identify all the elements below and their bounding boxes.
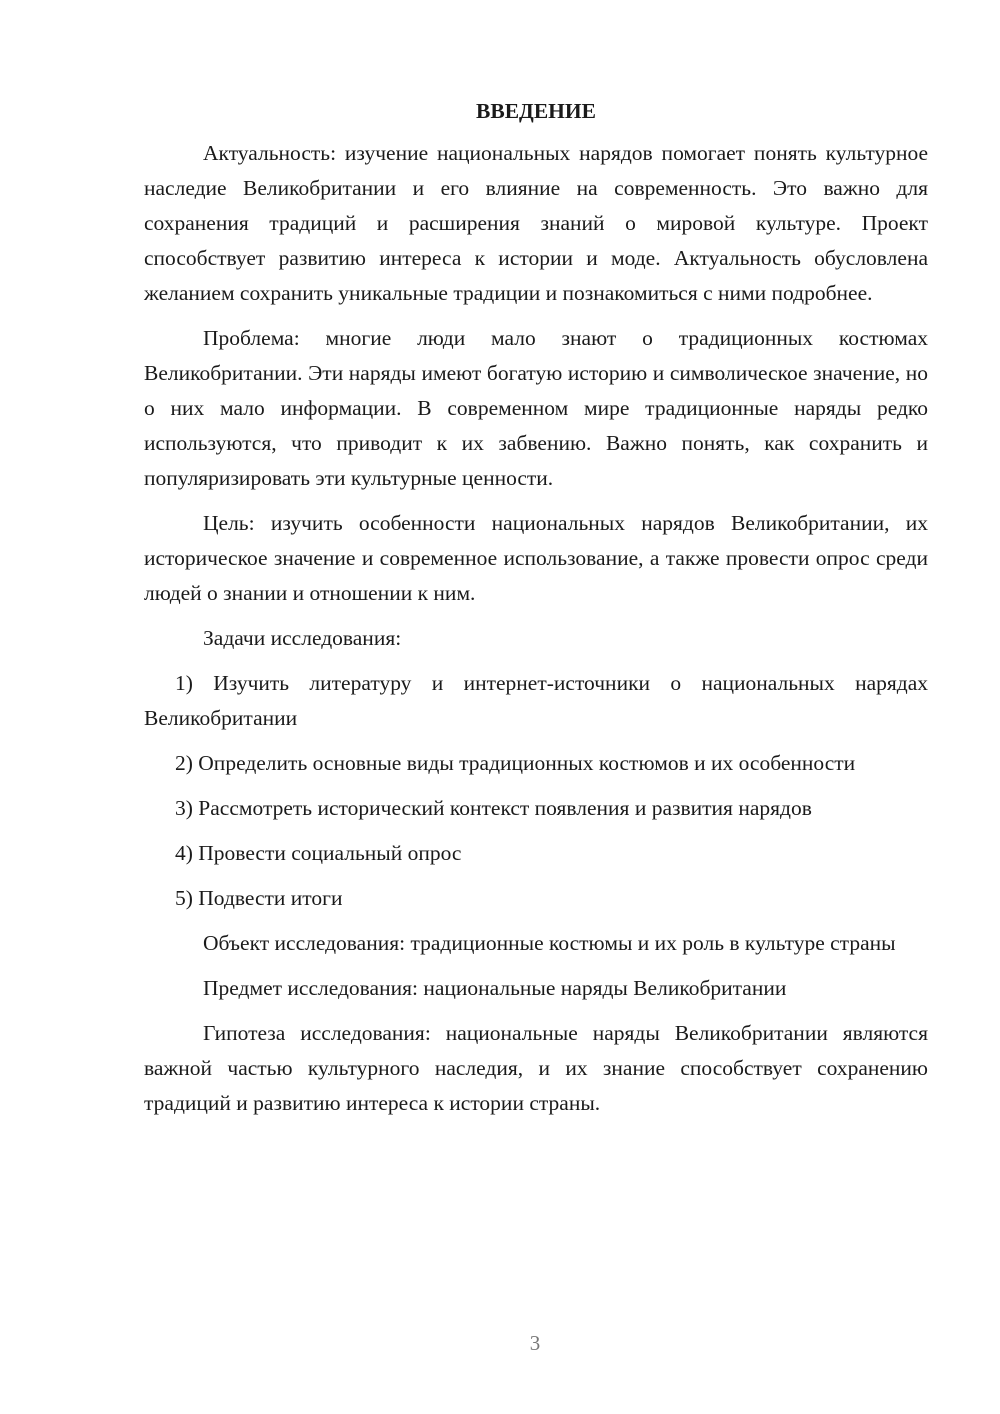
goal-paragraph: Цель: изучить особенности национальных нарядов Великобритании, их историческое значение и современное использование, а также провести опрос среди людей о знании и отношении к ним. xyxy=(144,511,928,605)
task-item-5: 5) Подвести итоги xyxy=(175,886,343,910)
task-item-3: 3) Рассмотреть исторический контекст появления и развития нарядов xyxy=(175,796,812,820)
hypothesis-paragraph: Гипотеза исследования: национальные наряды Великобритании являются важной частью культурного наследия, и их знание способствует сохранению традиций и развитию интереса к истории страны. xyxy=(144,1021,928,1115)
relevance-paragraph: Актуальность: изучение национальных нарядов помогает понять культурное наследие Великобритании и его влияние на современность. Это важно для сохранения традиций и расширения знаний о мировой культуре. Проект способствует развитию интереса к истории и моде. Актуальность обусловлена желанием сохранить уникальные традиции и познакомиться с ними подробнее. xyxy=(144,141,928,305)
object-paragraph: Объект исследования: традиционные костюмы и их роль в культуре страны xyxy=(203,931,896,955)
task-item-4: 4) Провести социальный опрос xyxy=(175,841,462,865)
page-content xyxy=(144,96,928,1131)
tasks-heading: Задачи исследования: xyxy=(203,626,402,650)
task-item-2: 2) Определить основные виды традиционных костюмов и их особенности xyxy=(175,751,856,775)
section-title: ВВЕДЕНИЕ xyxy=(476,99,596,123)
page-number: 3 xyxy=(529,1331,541,1355)
subject-paragraph: Предмет исследования: национальные наряды Великобритании xyxy=(203,976,787,1000)
problem-paragraph: Проблема: многие люди мало знают о традиционных костюмах Великобритании. Эти наряды имеют богатую историю и символическое значение, но о них мало информации. В современном мире традиционные наряды редко используются, что приводит к их забвению. Важно понять, как сохранить и популяризировать эти культурные ценности. xyxy=(144,326,928,490)
task-item-1: 1) Изучить литературу и интернет-источники о национальных нарядах Великобритании xyxy=(144,671,928,730)
